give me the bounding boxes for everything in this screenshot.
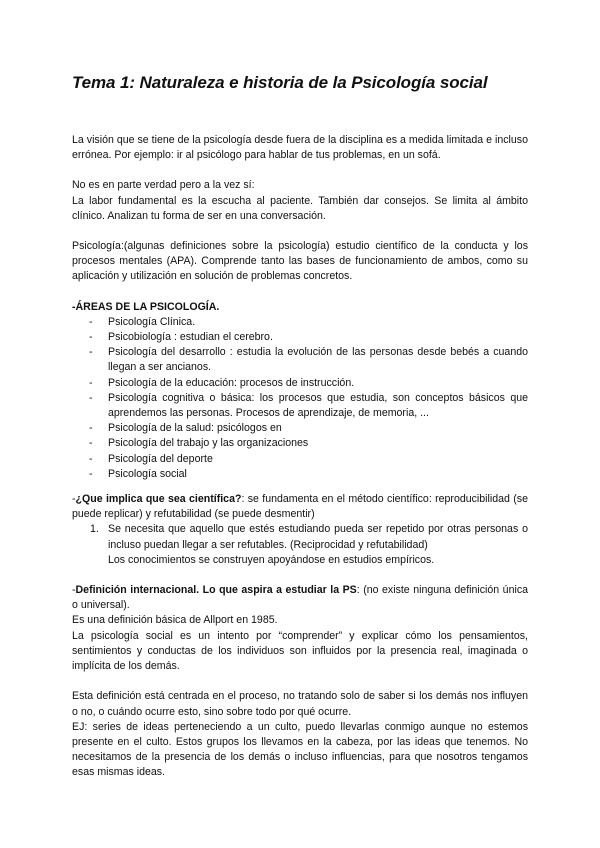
bullet-dash: -: [89, 346, 93, 359]
final-paragraph-2: EJ: series de ideas perteneciendo a un culto, puedo llevarlas conmigo aunque no estemos presente en el culto. Estos grupos los llevamos en la cabeza, por las ideas que tenemos. No necesitamos de la presencia de los demás o incluso influencias, para que nosotros tengamos esas mismas ideas.: [72, 720, 528, 779]
bullet-dash: -: [89, 437, 93, 450]
list-item: [72, 452, 528, 467]
list-item-extra: Los conocimientos se construyen apoyándose en estudios empíricos.: [108, 553, 435, 566]
definicion-line-2: Es una definición básica de Allport en 1985.: [72, 614, 278, 627]
intro-paragraph-2-line-2: La labor fundamental es la escucha al paciente. También dar consejos. Se limita al ámbito clínico. Analizan tu forma de ser en una conversación.: [72, 194, 528, 222]
list-item: [72, 421, 528, 436]
list-item-text: Psicobiología : estudian el cerebro.: [108, 331, 273, 344]
list-item-text: Psicología del desarrollo : estudia la evolución de las personas desde bebés a cuando llegan a ser ancianos.: [108, 346, 528, 374]
list-item-text: Se necesita que aquello que estés estudiando pueda ser repetido por otras personas o incluso puedan llegar a ser refutables. (Reciprocidad y refutabilidad): [108, 523, 528, 551]
list-item-text: Psicología de la educación: procesos de instrucción.: [108, 376, 355, 389]
definicion-paragraph: [72, 583, 528, 613]
definicion-heading: Definición internacional. Lo que aspira a estudiar la PS: [75, 584, 357, 597]
list-item: [72, 467, 528, 482]
cientifica-lead: -: [72, 493, 76, 506]
cientifica-heading: ¿Que implica que sea científica?: [75, 493, 242, 506]
list-item: [72, 522, 528, 568]
cientifica-list: [72, 522, 528, 568]
list-item-text: Psicología del deporte: [108, 452, 213, 465]
definicion-text: : (no existe ninguna definición única o universal).: [72, 584, 529, 612]
definicion-paragraph-2: La psicología social es un intento por “comprender” y explicar cómo los pensamientos, sentimientos y conductas de los individuos son influidos por la presencia real, imaginada o implícita de los demás.: [72, 629, 528, 673]
list-item-text: Psicología social: [108, 467, 187, 480]
final-paragraph-1: Esta definición está centrada en el proceso, no tratando solo de saber si los demás nos influyen o no, o cuándo ocurre esto, sino sobre todo por qué ocurre.: [72, 690, 528, 718]
bullet-dash: -: [89, 376, 93, 389]
document-page: [72, 72, 528, 781]
areas-heading: -ÁREAS DE LA PSICOLOGÍA.: [72, 300, 220, 313]
definicion-lead: -: [72, 584, 76, 597]
list-item: [72, 345, 528, 375]
cientifica-text: : se fundamenta en el método científico: reproducibilidad (se puede replicar) y refutabilidad (se puede desmentir): [72, 493, 528, 521]
bullet-dash: -: [89, 422, 93, 435]
cientifica-paragraph: [72, 492, 528, 522]
list-item-text: Psicología cognitiva o básica: los procesos que estudia, son conceptos básicos que aprendemos las personas. Procesos de aprendizaje, de memoria, ...: [108, 391, 528, 420]
bullet-dash: -: [89, 331, 93, 344]
areas-list: [72, 315, 528, 482]
list-item-text: Psicología Clínica.: [108, 315, 196, 328]
intro-paragraph-2-line-1: No es en parte verdad pero a la vez sí:: [72, 179, 255, 192]
list-item: [72, 391, 528, 421]
bullet-dash: -: [89, 467, 93, 480]
list-item: [72, 330, 528, 345]
bullet-dash: -: [89, 391, 93, 404]
page-title: Tema 1: Naturaleza e historia de la Psicología social: [72, 73, 488, 92]
list-item: [72, 436, 528, 451]
intro-paragraph-3: Psicología:(algunas definiciones sobre la psicología) estudio científico de la conducta y los procesos mentales (APA). Comprende tanto las bases de funcionamiento de ambos, como su aplicación y utilización en solución de problemas concretos.: [72, 240, 528, 283]
list-item: [72, 315, 528, 330]
list-item: [72, 376, 528, 391]
bullet-dash: -: [89, 452, 93, 465]
list-item-text: Psicología del trabajo y las organizaciones: [108, 437, 309, 450]
list-number: 1.: [90, 523, 99, 536]
list-item-text: Psicología de la salud: psicólogos en: [108, 422, 282, 435]
bullet-dash: -: [89, 315, 93, 328]
intro-paragraph-1: La visión que se tiene de la psicología desde fuera de la disciplina es a medida limitada e incluso errónea. Por ejemplo: ir al psicólogo para hablar de tus problemas, en un sofá.: [72, 134, 528, 162]
